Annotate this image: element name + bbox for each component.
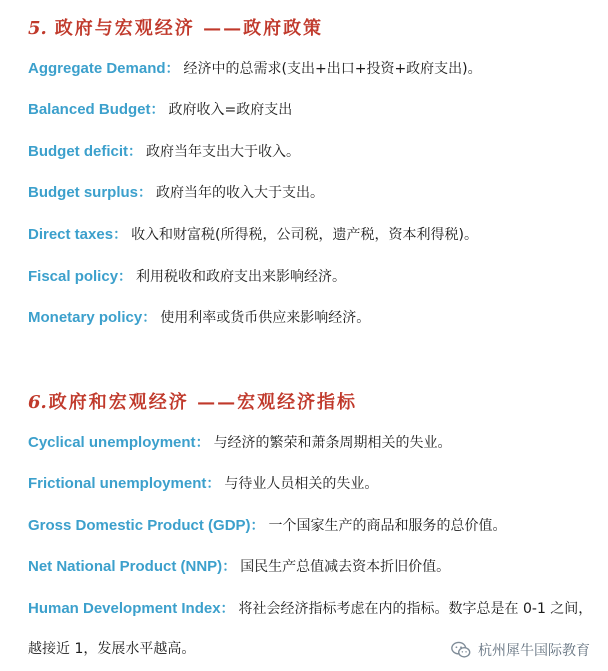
section-6-title: 政府和宏观经济 ——宏观经济指标	[48, 392, 358, 413]
glossary-term: Budget deficit	[28, 143, 128, 160]
glossary-definition: 国民生产总值减去资本折旧价值。	[240, 559, 451, 575]
glossary-term: Aggregate Demand	[28, 60, 166, 77]
section-6-number: 6.	[28, 392, 47, 413]
glossary-term: Balanced Budget	[28, 101, 151, 118]
glossary-entry-budget-deficit: Budget deficit： 政府当年支出大于收入。	[28, 143, 300, 160]
glossary-definition: 与经济的繁荣和萧条周期相关的失业。	[213, 435, 452, 451]
glossary-entry-gdp: Gross Domestic Product (GDP)： 一个国家生产的商品和服务的总价值。	[28, 517, 507, 534]
glossary-entry-budget-surplus: Budget surplus： 政府当年的收入大于支出。	[28, 184, 325, 201]
glossary-term: Direct taxes	[28, 226, 114, 243]
glossary-definition: 政府当年的收入大于支出。	[156, 185, 325, 201]
glossary-term: Gross Domestic Product (GDP)	[28, 517, 251, 534]
wechat-icon	[450, 639, 472, 661]
glossary-entry-hdi: Human Development Index： 将社会经济指标考虑在内的指标。数字总是在 0-1 之间，越接近 1，发展水平越高。	[28, 600, 593, 657]
glossary-entry-aggregate-demand: Aggregate Demand： 经济中的总需求(支出+出口+投资+政府支出)。	[28, 60, 482, 77]
glossary-definition: 经济中的总需求(支出+出口+投资+政府支出)。	[183, 61, 482, 77]
glossary-entry-monetary-policy: Monetary policy： 使用利率或货币供应来影响经济。	[28, 309, 371, 326]
glossary-definition: 一个国家生产的商品和服务的总价值。	[268, 518, 507, 534]
glossary-entry-frictional-unemployment: Frictional unemployment： 与待业人员相关的失业。	[28, 475, 379, 492]
account-watermark	[450, 639, 590, 661]
glossary-definition: 与待业人员相关的失业。	[224, 476, 379, 492]
glossary-term: Net National Product (NNP)	[28, 558, 223, 575]
glossary-definition: 利用税收和政府支出来影响经济。	[136, 269, 347, 285]
glossary-entry-nnp: Net National Product (NNP)： 国民生产总值减去资本折旧价值。	[28, 558, 451, 575]
watermark-text: 杭州犀牛国际教育	[478, 643, 590, 659]
section-5-number: 5.	[28, 18, 47, 39]
glossary-term: Monetary policy	[28, 309, 143, 326]
glossary-entry-cyclical-unemployment: Cyclical unemployment： 与经济的繁荣和萧条周期相关的失业。	[28, 434, 452, 451]
glossary-term: Cyclical unemployment	[28, 434, 196, 451]
section-6-heading	[28, 388, 357, 414]
glossary-entry-balanced-budget: Balanced Budget： 政府收入=政府支出	[28, 101, 293, 118]
glossary-term: Budget surplus	[28, 184, 139, 201]
glossary-definition: 政府收入=政府支出	[168, 102, 293, 118]
glossary-entry-direct-taxes: Direct taxes： 收入和财富税(所得税，公司税，遗产税，资本利得税)。	[28, 226, 478, 243]
glossary-definition: 使用利率或货币供应来影响经济。	[160, 310, 371, 326]
section-5-heading	[28, 14, 323, 40]
glossary-term: Fiscal policy	[28, 268, 119, 285]
glossary-term: Frictional unemployment	[28, 475, 207, 492]
section-5-title: 政府与宏观经济 ——政府政策	[54, 18, 324, 39]
glossary-definition: 将社会经济指标考虑在内的指标。数字总是在 0-1 之间，越接近 1，发展水平越高。	[28, 601, 593, 657]
glossary-entry-fiscal-policy: Fiscal policy： 利用税收和政府支出来影响经济。	[28, 268, 347, 285]
glossary-definition: 收入和财富税(所得税，公司税，遗产税，资本利得税)。	[131, 227, 478, 243]
glossary-term: Human Development Index	[28, 600, 221, 617]
glossary-definition: 政府当年支出大于收入。	[146, 144, 300, 160]
